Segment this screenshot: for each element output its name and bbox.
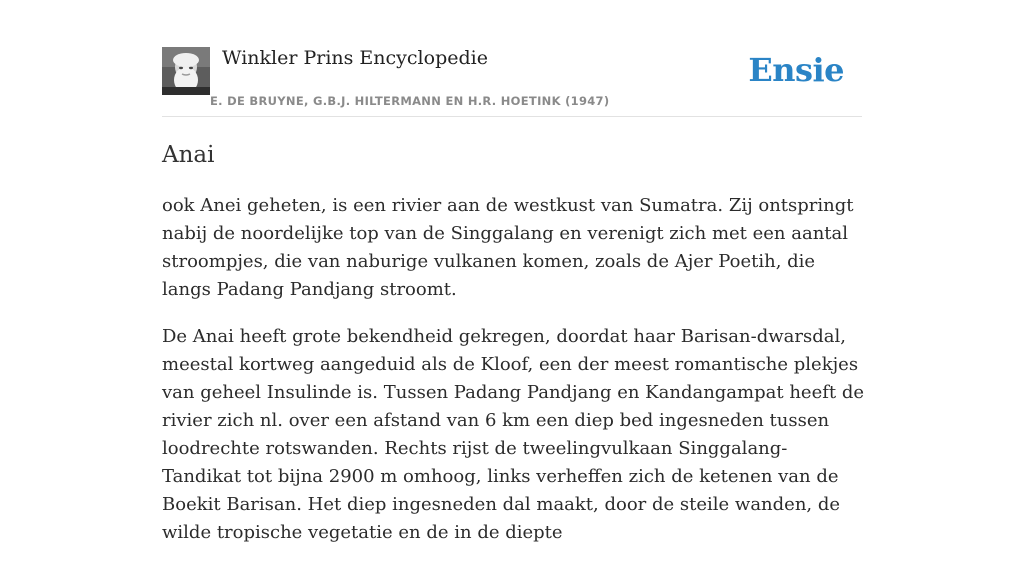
article-paragraph: De Anai heeft grote bekendheid gekregen, doordat haar Barisan-dwarsdal, meestal kortweg aangeduid als de Kloof, een der meest romantische plekjes van geheel Insulinde is. Tussen Padang Pandjang en Kandangampat heeft de rivier zich nl. over een afstand van 6 km een diep bed ingesneden tussen loodrechte rotswanden. Rechts rijst de tweelingvulkaan Singgalang-Tandikat tot bijna 2900 m omhoog, links verheffen zich de ketenen van de Boekit Barisan. Het diep ingesneden dal maakt, door de steile wanden, de wilde tropische vegetatie en de in de diepte <box>162 326 865 543</box>
author-portrait-icon <box>162 47 210 95</box>
article-paragraph: ook Anei geheten, is een rivier aan de westkust van Sumatra. Zij ontspringt nabij de noordelijke top van de Singgalang en verenigt zich met een aantal stroompjes, die van naburige vulkanen komen, zoals de Ajer Poetih, die langs Padang Pandjang stroomt. <box>162 195 854 300</box>
author-avatar[interactable] <box>162 47 210 95</box>
source-title[interactable]: Winkler Prins Encyclopedie <box>222 47 488 69</box>
ensie-logo[interactable]: Ensie <box>748 51 844 89</box>
source-authors: E. DE BRUYNE, G.B.J. HILTERMANN EN H.R. HOETINK (1947) <box>210 94 610 108</box>
article-body <box>162 192 864 566</box>
article-title: Anai <box>162 142 215 168</box>
source-header <box>162 46 862 117</box>
